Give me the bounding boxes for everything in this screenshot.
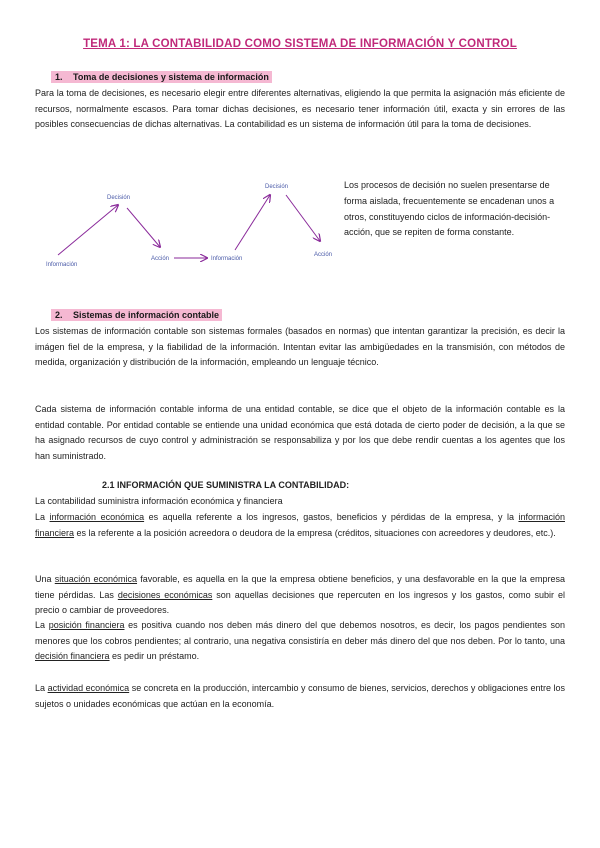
document-title: TEMA 1: LA CONTABILIDAD COMO SISTEMA DE INFORMACIÓN Y CONTROL <box>83 38 517 50</box>
text-run: se concreta en la producción, intercambio y consumo de bienes, servicios, derechos y obligaciones entre los sujetos o unidades económicas que actúan en la economía. <box>35 683 566 709</box>
arrow-left-decision-accion <box>127 208 160 247</box>
section-2-1-paragraph-4 <box>35 618 565 665</box>
text-run: son aquellas decisiones que repercuten en los ingresos y los gastos, como subir el precio o cambiar de proveedores. <box>35 589 565 616</box>
section-1-heading <box>51 71 272 83</box>
section-2-1-paragraph-3 <box>35 572 565 619</box>
section-1-side-text: Los procesos de decisión no suelen presentarse de forma aislada, frecuentemente se encadenan unos a otros, constituyendo ciclos de información-decisión-acción, que se repiten de forma constante. <box>344 180 555 238</box>
diagram-left-decision: Decisión <box>107 195 131 201</box>
section-2-heading-text: Sistemas de información contable <box>73 310 220 320</box>
section-2-number: 2. <box>55 310 63 320</box>
term-informacion-financiera: información financiera <box>35 512 565 538</box>
section-2-1-paragraph-5 <box>35 681 565 712</box>
term-decision-financiera: decisión financiera <box>35 651 110 662</box>
section-1-heading-text: Toma de decisiones y sistema de información <box>73 72 269 82</box>
diagram-left-accion: Acción <box>151 256 170 262</box>
text-run: Una <box>35 574 55 584</box>
section-2-heading <box>51 309 222 321</box>
decision-cycle-diagram <box>30 175 340 275</box>
arrow-right-info-decision <box>235 195 270 250</box>
section-2-paragraph-2: Cada sistema de información contable informa de una entidad contable, se dice que el objeto de la información contable es la entidad contable. Por entidad contable se entiende una unidad económica que está dotada de cierto poder de decisión, a la que se ha asignado recursos de cuyo control y administración se responsabiliza y por los que debe rendir cuentas a los agentes que los han suministrado. <box>35 404 565 461</box>
term-decisiones-economicas: decisiones económicas <box>117 589 213 600</box>
term-informacion-economica: información económica <box>49 512 145 522</box>
section-2-1-line-1: La contabilidad suministra información económica y financiera <box>35 496 283 506</box>
text-run: La <box>35 620 49 630</box>
section-1-paragraph: Para la toma de decisiones, es necesario elegir entre diferentes alternativas, eligiendo la que permita la asignación más eficiente de recursos, normalmente escasos. Para tomar dichas decisiones, es necesario tener información útil, exacta y sin errores de las posibles consecuencias de dichas alternativas. La contabilidad es un sistema de información útil para la toma de decisiones. <box>35 88 565 130</box>
text-run: es aquella referente a los ingresos, gastos, beneficios y pérdidas de la empresa, y la <box>144 512 519 522</box>
term-posicion-financiera: posición financiera <box>48 620 125 630</box>
text-run: es positiva cuando nos deben más dinero del que debemos nosotros, es decir, los pagos pendientes son menores que los cobros pendientes; al contrario, una negativa consistiría en deber más dinero del que nos deben. Por lo tanto, una <box>35 620 566 646</box>
diagram-left-informacion: Información <box>46 262 78 268</box>
text-run: es pedir un préstamo. <box>109 651 200 662</box>
diagram-right-informacion: Información <box>211 256 243 262</box>
arrow-right-decision-accion <box>286 195 320 241</box>
diagram-right-accion: Acción <box>314 252 333 258</box>
text-run: La <box>35 512 50 522</box>
section-2-paragraph-1: Los sistemas de información contable son sistemas formales (basados en normas) que intentan garantizar la precisión, es decir la imágen fiel de la empresa, y la fiabilidad de la información. Intentan evitar las ambigüedades en la transmisión, con métodos de medida, organización y distribución de la información, empleando un lenguaje técnico. <box>35 326 565 368</box>
diagram-right-decision: Decisión <box>265 184 289 190</box>
term-actividad-economica: actividad económica <box>47 683 130 693</box>
text-run: La <box>35 683 48 693</box>
arrow-left-info-decision <box>58 205 118 255</box>
section-2-1-heading: 2.1 INFORMACIÓN QUE SUMINISTRA LA CONTABILIDAD: <box>102 480 350 490</box>
text-run: es la referente a la posición acreedora o deudora de la empresa (créditos, situaciones con acreedores y deudores, etc.). <box>74 527 556 538</box>
section-1-number: 1. <box>55 72 63 82</box>
section-2-1-paragraph-2 <box>35 510 565 541</box>
text-run: favorable, es aquella en la que la empresa obtiene beneficios, y una desfavorable en la que la empresa tiene pérdidas. Las <box>35 574 565 600</box>
term-situacion-economica: situación económica <box>54 574 138 584</box>
